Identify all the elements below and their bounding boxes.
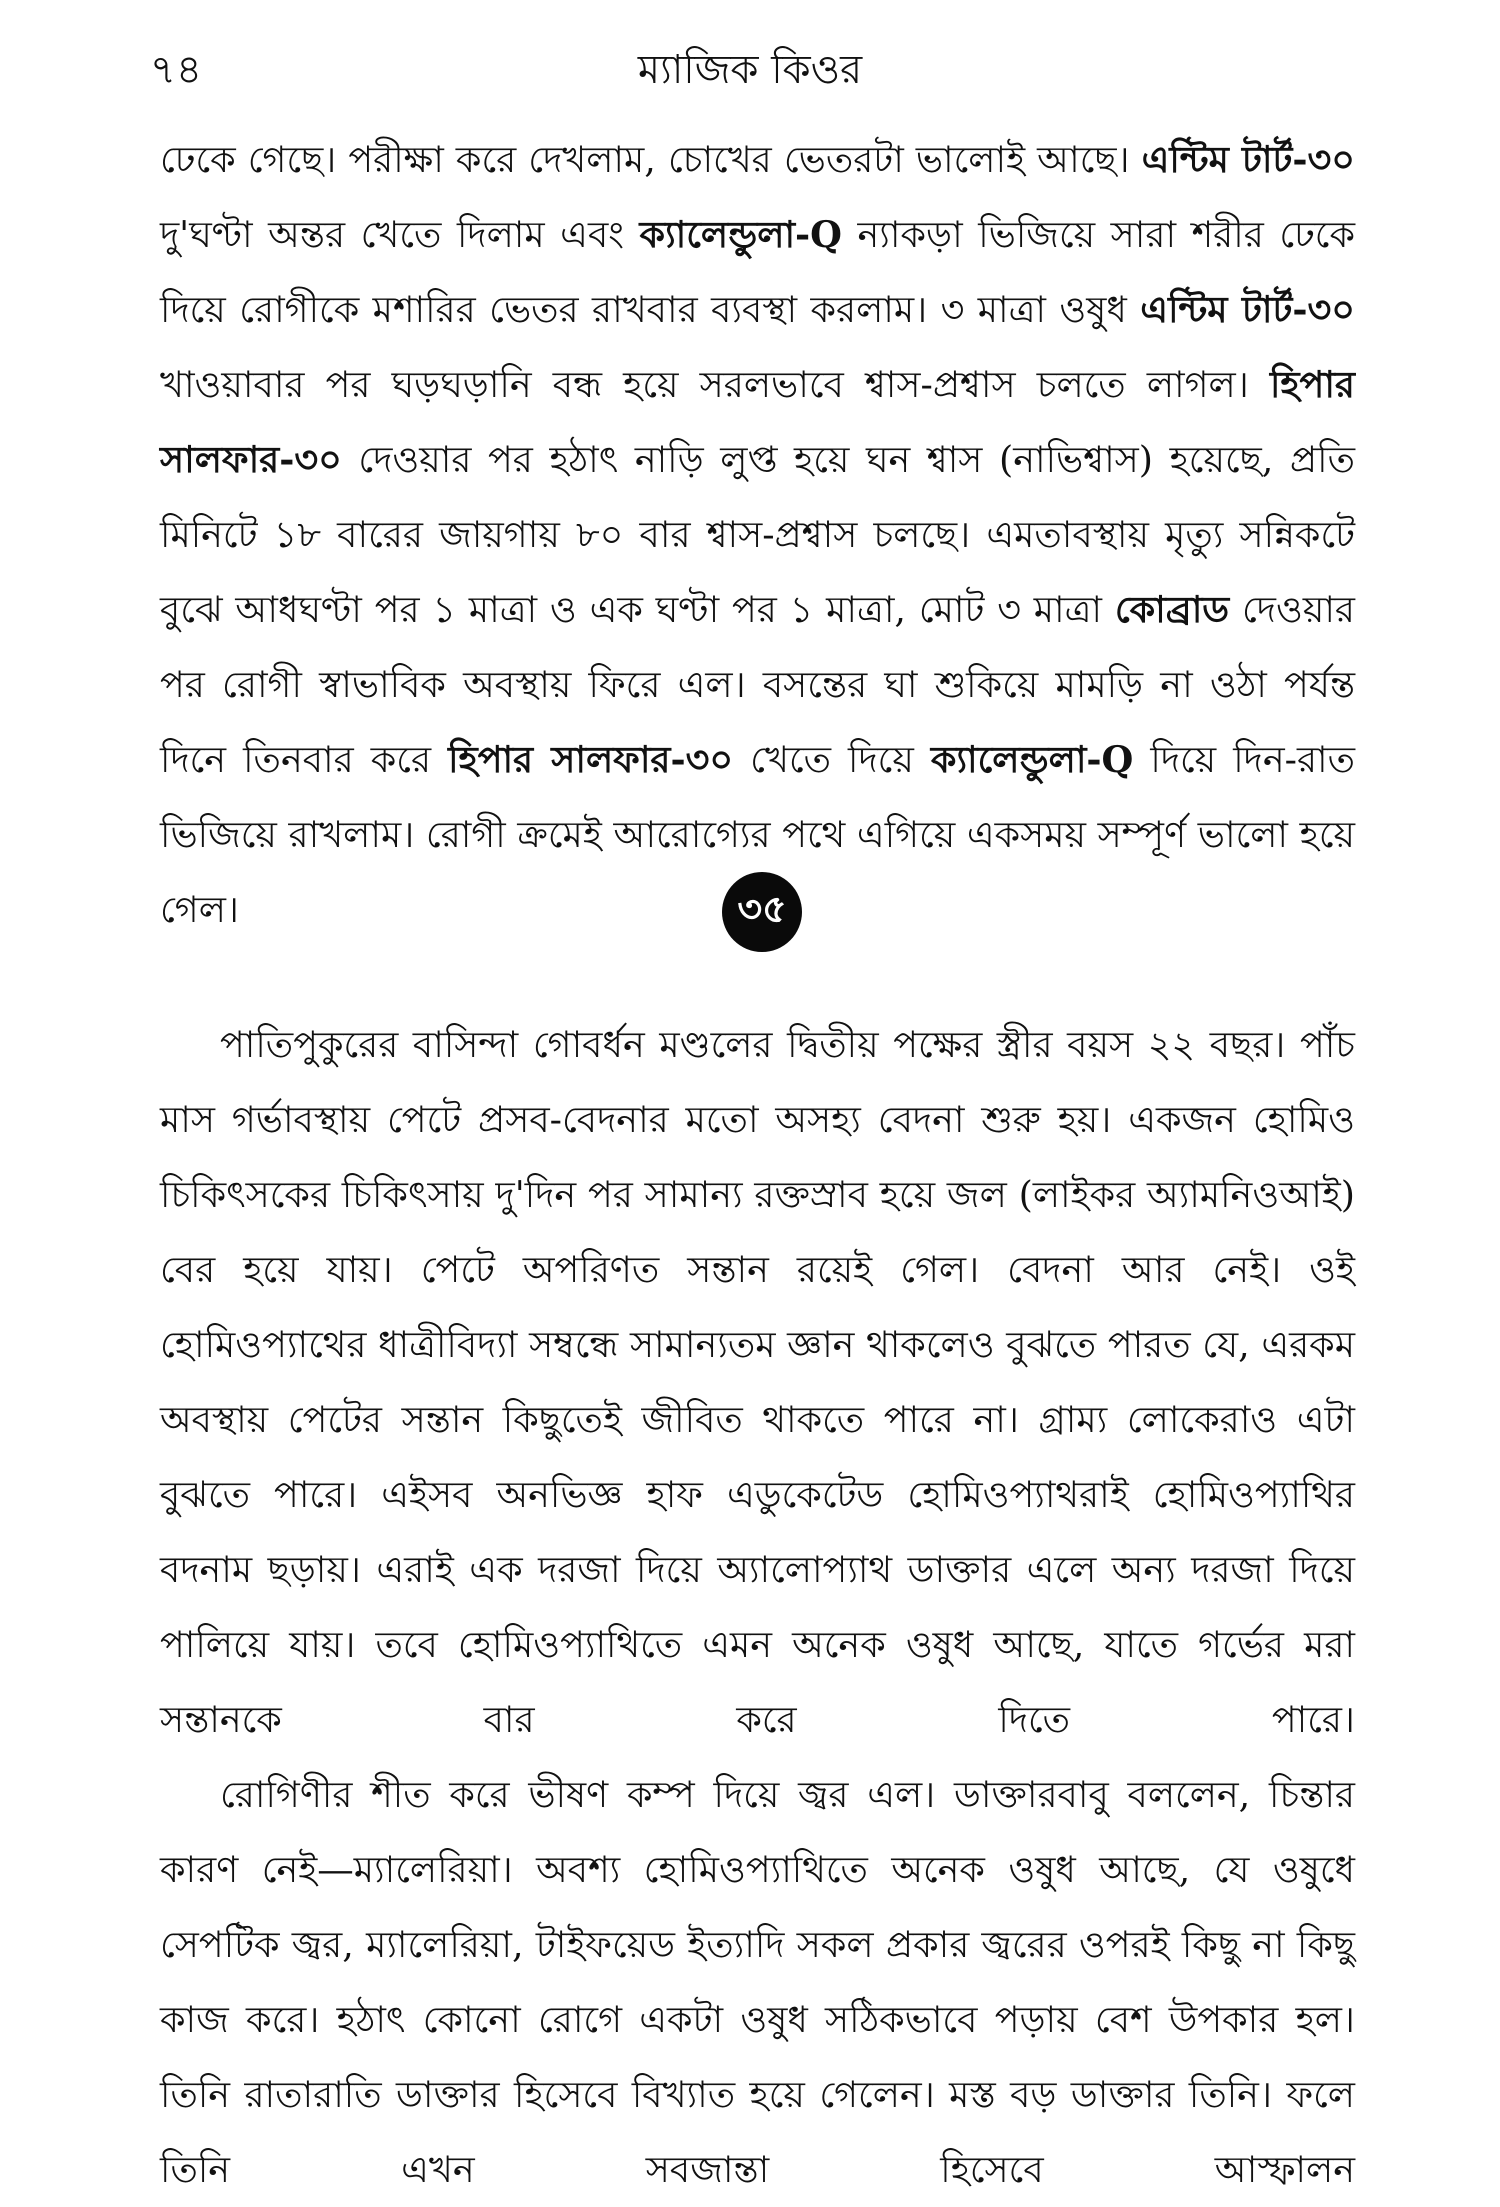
text-run: খাওয়াবার পর ঘড়ঘড়ানি বন্ধ হয়ে সরলভাবে শ্বাস-প্রশ্বাস চলতে লাগল। [160, 363, 1270, 406]
page-number: ৭৪ [150, 47, 202, 93]
text-run: ঢেকে গেছে। পরীক্ষা করে দেখলাম, চোখের ভেতরটা ভালোই আছে। [160, 138, 1142, 181]
paragraph [160, 122, 1355, 947]
text-run: ন্যাকড়া ভিজিয়ে সারা শরীর ঢেকে দিয়ে রোগীকে মশারির ভেতর রাখবার ব্যবস্থা করলাম। ৩ মাত্রা ওষুধ [160, 213, 1355, 331]
text-run: দেওয়ার পর হঠাৎ নাড়ি লুপ্ত হয়ে ঘন শ্বাস (নাভিশ্বাস) হয়েছে, প্রতি মিনিটে ১৮ বারের জায়গায় ৮০ বার শ্বাস-প্রশ্বাস চলছে। এমতাবস্থায় মৃত্যু সন্নিকটে বুঝে আধঘণ্টা পর ১ মাত্রা ও এক ঘণ্টা পর ১ মাত্রা, মোট ৩ মাত্রা [160, 438, 1355, 631]
text-run: দেওয়ার পর রোগী স্বাভাবিক অবস্থায় ফিরে এল। বসন্তের ঘা শুকিয়ে মামড়ি না ওঠা পর্যন্ত দিনে তিনবার করে [160, 588, 1356, 781]
case-number-badge: ৩৫ [722, 872, 802, 952]
medicine-name: এন্টিম টার্ট-৩০ [1141, 138, 1356, 181]
medicine-name: হিপার সালফার-৩০ [448, 738, 734, 781]
medicine-name: কোব্রাড [1114, 588, 1230, 631]
text-run: দু'ঘণ্টা অন্তর খেতে দিলাম এবং [160, 213, 640, 256]
paragraph: রোগিণীর শীত করে ভীষণ কম্প দিয়ে জ্বর এল। ডাক্তারবাবু বললেন, চিন্তার কারণ নেই—ম্যালেরিয়া। অবশ্য হোমিওপ্যাথিতে অনেক ওষুধ আছে, যে ওষুধে সেপটিক জ্বর, ম্যালেরিয়া, টাইফয়েড ইত্যাদি সকল প্রকার জ্বরের ওপরই কিছু না কিছু কাজ করে। হঠাৎ কোনো রোগে একটা ওষুধ সঠিকভাবে পড়ায় বেশ উপকার হল। তিনি রাতারাতি ডাক্তার হিসেবে বিখ্যাত হয়ে গেলেন। মস্ত বড় ডাক্তার তিনি। ফলে তিনি এখন সবজান্তা হিসেবে আস্ফালন [160, 1773, 1355, 2191]
section-one [160, 122, 1355, 947]
medicine-name: এন্টিম টার্ট-৩০ [1140, 288, 1355, 331]
text-run: খেতে দিয়ে [733, 738, 931, 781]
medicine-name: ক্যালেন্ডুলা-Q [930, 738, 1134, 781]
running-title: ম্যাজিক কিওর [637, 47, 863, 93]
text-run: দিয়ে দিন-রাত ভিজিয়ে রাখলাম। রোগী ক্রমেই আরোগ্যের পথে এগিয়ে একসময় সম্পূর্ণ ভালো হয়ে গেল। [160, 738, 1356, 931]
medicine-name: ক্যালেন্ডুলা-Q [639, 213, 842, 256]
medicine-name: হিপার সালফার-৩০ [160, 363, 1355, 481]
paragraph: পাতিপুকুরের বাসিন্দা গোবর্ধন মণ্ডলের দ্বিতীয় পক্ষের স্ত্রীর বয়স ২২ বছর। পাঁচ মাস গর্ভাবস্থায় পেটে প্রসব-বেদনার মতো অসহ্য বেদনা শুরু হয়। একজন হোমিও চিকিৎসকের চিকিৎসায় দু'দিন পর সামান্য রক্তস্রাব হয়ে জল (লাইকর অ্যামনিওআই) বের হয়ে যায়। পেটে অপরিণত সন্তান রয়েই গেল। বেদনা আর নেই। ওই হোমিওপ্যাথের ধাত্রীবিদ্যা সম্বন্ধে সামান্যতম জ্ঞান থাকলেও বুঝতে পারত যে, এরকম অবস্থায় পেটের সন্তান কিছুতেই জীবিত থাকতে পারে না। গ্রাম্য লোকেরাও এটা বুঝতে পারে। এইসব অনভিজ্ঞ হাফ এডুকেটেড হোমিওপ্যাথরাই হোমিওপ্যাথির বদনাম ছড়ায়। এরাই এক দরজা দিয়ে অ্যালোপ্যাথ ডাক্তার এলে অন্য দরজা দিয়ে পালিয়ে যায়। তবে হোমিওপ্যাথিতে এমন অনেক ওষুধ আছে, যাতে গর্ভের মরা সন্তানকে বার করে দিতে পারে। [160, 1023, 1356, 1741]
section-two [160, 1007, 1355, 2207]
page-header [150, 38, 1350, 98]
